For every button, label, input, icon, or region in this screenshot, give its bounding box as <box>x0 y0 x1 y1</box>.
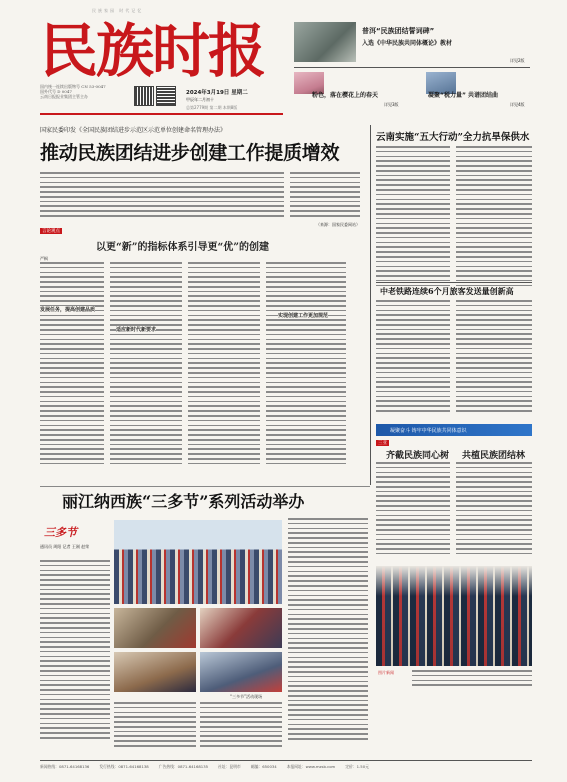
masthead-title: 民族时报 <box>40 17 265 85</box>
lead-kicker: 国家民委印发《全国民族团结进步示范区示范单位创建命名管理办法》 <box>40 127 227 134</box>
teaser-divider <box>294 67 530 68</box>
editorial-tag: 言论观点 <box>42 229 60 234</box>
feature-photo-main <box>114 520 282 604</box>
feature-photo-2 <box>200 608 282 648</box>
issue-info: 总第2779期 第二期 本期8版 <box>186 105 238 110</box>
right-divider-1 <box>376 282 532 283</box>
right-headline-1: 云南实施“五大行动”全力抗旱保供水 <box>376 132 530 143</box>
info-line: 国内统一连续出版物号 CN 53-0047 <box>40 84 106 89</box>
column-label: 三亚 <box>378 441 387 446</box>
column-divider <box>370 125 371 485</box>
sub-headline: 以更“新”的指标体系引导更“优”的创建 <box>96 242 270 253</box>
feature-col-1 <box>40 560 110 756</box>
feature-photo-1 <box>114 608 196 648</box>
sub-section-3: 实现创建工作更加规范 <box>278 313 329 319</box>
right-body-1a <box>376 146 450 294</box>
sub-col-3 <box>188 262 260 480</box>
footer-item: 新闻热线：0871-64168136 <box>40 764 90 769</box>
issue-lunar: 甲辰年二月初十 <box>186 97 214 102</box>
right-body-3b <box>456 462 532 562</box>
sub-col-4 <box>266 262 346 480</box>
sub-byline: 严枫 <box>40 256 48 261</box>
info-line: 国外代号 D 0047 <box>40 89 72 94</box>
ad-strip-text: 凝聚奋斗 铸牢中华民族共同体意识 <box>390 428 467 434</box>
footer-item: 广告热线：0871-64168135 <box>158 764 209 769</box>
right-photo <box>376 566 532 666</box>
right-headline-3a: 齐截民族同心树 <box>386 451 450 461</box>
sub-section-2: 适应新时代新要求 <box>116 327 157 333</box>
issue-date: 2024年3月19日 星期二 <box>186 90 248 96</box>
feature-rule <box>40 486 370 487</box>
footer <box>40 764 532 769</box>
sub-col-2 <box>110 262 182 480</box>
footer-item: 定价：1.50元 <box>345 764 369 769</box>
sub-col-1 <box>40 262 104 480</box>
feature-col-3 <box>200 702 282 756</box>
footer-item: 本报网址：www.mzsb.com <box>286 764 336 769</box>
teaser-1-headline: 普洱“民族团结誓词碑” <box>362 27 435 35</box>
lead-byline: （来源：国家民委网站） <box>316 222 360 227</box>
teaser-1-headline-b: 入选《中华民族共同体概论》教材 <box>362 40 453 47</box>
right-body-1b <box>456 146 532 294</box>
teaser-2-headline: 粉色，落在樱花上的春天 <box>312 92 379 99</box>
feature-stamp: 三多节 <box>44 526 77 539</box>
right-headline-3b: 共植民族团结林 <box>462 451 526 461</box>
teaser-3-headline: 凝聚“税力量” 共谱团结曲 <box>428 92 498 99</box>
lead-headline: 推动民族团结进步创建工作提质增效 <box>40 142 340 164</box>
right-body-3a <box>376 462 450 562</box>
masthead-slogan: 民族家园 时代记忆 <box>92 8 144 13</box>
ad-strip <box>376 424 532 436</box>
right-body-2b <box>456 300 532 418</box>
lead-body-2 <box>290 172 360 220</box>
info-line: 云南日报报业集团主管主办 <box>40 94 88 99</box>
lead-body <box>40 172 284 220</box>
feature-photo-4 <box>200 652 282 692</box>
right-photo-caption-body <box>412 670 532 692</box>
feature-photo-3 <box>114 652 196 692</box>
right-body-2a <box>376 300 450 418</box>
teaser-thumb-1 <box>294 22 356 62</box>
footer-item: 邮编：650034 <box>250 764 277 769</box>
qr-code-2 <box>156 86 176 106</box>
feature-byline: 通讯员 周阳 记者 王刚 赵荣 <box>40 544 90 549</box>
right-photo-caption: 图片新闻 <box>378 670 394 675</box>
feature-photo-caption: “三多节”活动现场 <box>230 694 263 699</box>
sub-section-1: 发展任务，提高创建品质 <box>40 307 96 313</box>
feature-headline: 丽江纳西族“三多节”系列活动举办 <box>62 492 305 511</box>
right-headline-2: 中老铁路连续6个月旅客发送量创新高 <box>380 286 514 296</box>
footer-item: 发行热线：0871-64168138 <box>99 764 149 769</box>
masthead-info <box>40 84 130 99</box>
feature-col-4 <box>288 518 368 756</box>
teaser-3-ref[interactable]: 详见4版 <box>510 102 525 107</box>
masthead-rule <box>40 113 283 115</box>
qr-code <box>134 86 154 106</box>
teaser-1-ref[interactable]: 详见2版 <box>510 58 525 63</box>
footer-item: 社址：昆明市 <box>218 764 241 769</box>
feature-col-2 <box>114 702 196 756</box>
teaser-2-ref[interactable]: 详见3版 <box>384 102 399 107</box>
footer-rule <box>40 760 532 761</box>
